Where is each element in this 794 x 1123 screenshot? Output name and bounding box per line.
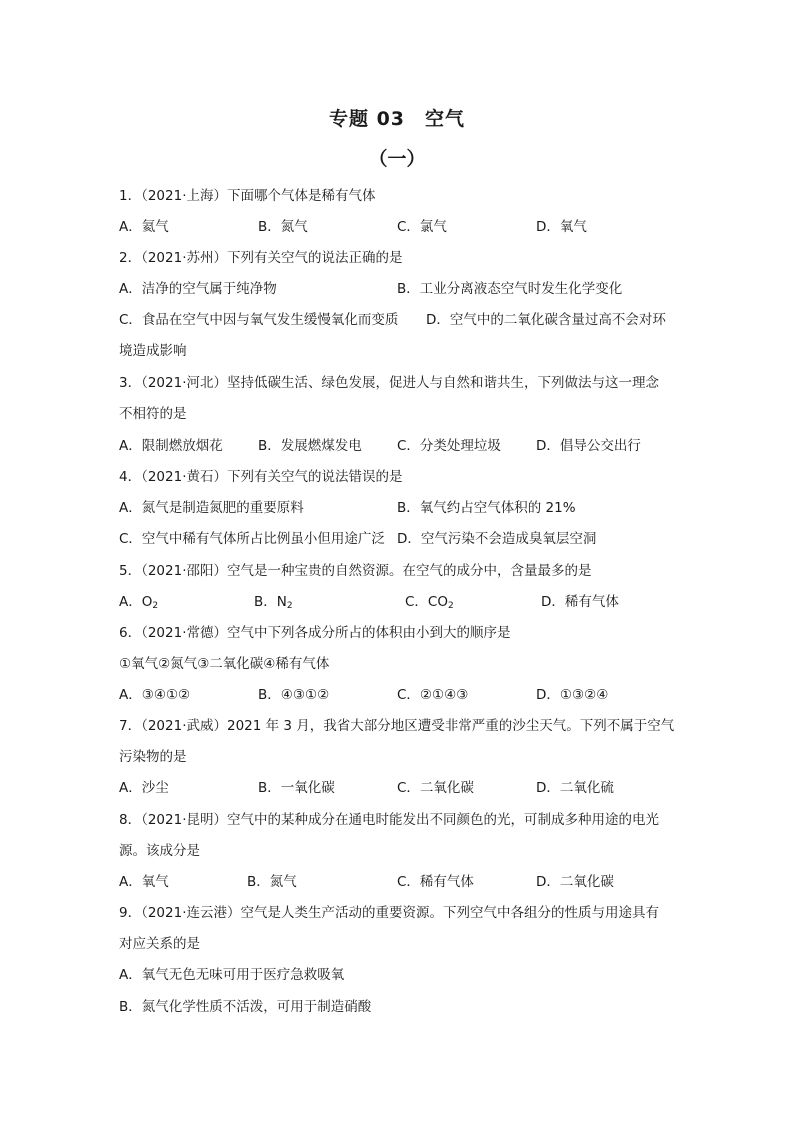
question-7-stem: 7．（2021·武威）2021 年 3 月，我省大部分地区遭受非常严重的沙尘天气。下列不属于空气 bbox=[119, 718, 675, 734]
question-1-option-b: B．氮气 bbox=[258, 219, 308, 235]
question-8-option-b: B．氮气 bbox=[247, 874, 297, 890]
question-8-option-a: A．氧气 bbox=[119, 874, 169, 890]
question-3-stem-continued: 不相符的是 bbox=[119, 406, 187, 422]
question-5-option-c: C．$CO_2$ bbox=[405, 594, 454, 611]
question-8-stem: 8．（2021·昆明）空气中的某种成分在通电时能发出不同颜色的光，可制成多种用途的电光 bbox=[119, 812, 659, 828]
question-1-option-a: A．氦气 bbox=[119, 219, 169, 235]
question-4-option-d: D．空气污染不会造成臭氧层空洞 bbox=[397, 531, 597, 547]
question-7-option-c: C．二氧化碳 bbox=[397, 780, 474, 796]
question-5-option-d: D．稀有气体 bbox=[541, 594, 619, 610]
question-9-option-b: B．氮气化学性质不活泼，可用于制造硝酸 bbox=[119, 999, 372, 1015]
question-1-option-d: D．氧气 bbox=[536, 219, 587, 235]
question-6-option-a: A．③④①② bbox=[119, 687, 191, 703]
question-9-stem-continued: 对应关系的是 bbox=[119, 936, 200, 952]
question-7-stem-continued: 污染物的是 bbox=[119, 749, 187, 765]
question-5-stem: 5．（2021·邵阳）空气是一种宝贵的自然资源。在空气的成分中，含量最多的是 bbox=[119, 563, 592, 579]
question-5-option-a: A．$O_2$ bbox=[119, 594, 159, 611]
question-1-stem: 1．（2021·上海）下面哪个气体是稀有气体 bbox=[119, 188, 376, 204]
question-6-stem: 6．（2021·常德）空气中下列各成分所占的体积由小到大的顺序是 bbox=[119, 625, 511, 641]
question-2-option-b: B．工业分离液态空气时发生化学变化 bbox=[397, 281, 623, 297]
question-7-option-d: D．二氧化硫 bbox=[536, 780, 614, 796]
question-7-option-b: B．一氧化碳 bbox=[258, 780, 335, 796]
question-7-option-a: A．沙尘 bbox=[119, 780, 169, 796]
question-3-option-c: C．分类处理垃圾 bbox=[397, 438, 501, 454]
question-3-option-a: A．限制燃放烟花 bbox=[119, 438, 223, 454]
question-1-option-c: C．氯气 bbox=[397, 219, 447, 235]
question-3-option-d: D．倡导公交出行 bbox=[536, 438, 641, 454]
question-6-option-c: C．②①④③ bbox=[397, 687, 469, 703]
question-8-stem-continued: 源。该成分是 bbox=[119, 843, 200, 859]
question-2-option-d-continued: 境造成影响 bbox=[119, 343, 187, 359]
question-6-option-d: D．①③②④ bbox=[536, 687, 609, 703]
question-9-stem: 9．（2021·连云港）空气是人类生产活动的重要资源。下列空气中各组分的性质与用途具有 bbox=[119, 905, 659, 921]
question-4-option-b: B．氧气约占空气体积的 21% bbox=[397, 500, 576, 516]
question-4-option-c: C．空气中稀有气体所占比例虽小但用途广泛 bbox=[119, 531, 385, 547]
question-4-stem: 4．（2021·黄石）下列有关空气的说法错误的是 bbox=[119, 469, 403, 485]
question-2-option-d: D．空气中的二氧化碳含量过高不会对环 bbox=[426, 312, 666, 328]
section-subtitle: （一） bbox=[368, 148, 426, 170]
question-8-option-d: D．二氧化碳 bbox=[536, 874, 614, 890]
question-9-option-a: A．氧气无色无味可用于医疗急救吸氧 bbox=[119, 967, 345, 983]
question-2-option-a: A．洁净的空气属于纯净物 bbox=[119, 281, 277, 297]
question-2-option-c: C．食品在空气中因与氧气发生缓慢氧化而变质 bbox=[119, 312, 399, 328]
question-5-option-b: B．$N_2$ bbox=[254, 594, 293, 611]
question-8-option-c: C．稀有气体 bbox=[397, 874, 474, 890]
question-6-option-b: B．④③①② bbox=[258, 687, 330, 703]
question-4-option-a: A．氮气是制造氮肥的重要原料 bbox=[119, 500, 304, 516]
question-3-stem: 3．（2021·河北）坚持低碳生活、绿色发展，促进人与自然和谐共生，下列做法与这一理念 bbox=[119, 375, 659, 391]
question-6-items: ①氧气②氮气③二氧化碳④稀有气体 bbox=[119, 656, 330, 672]
question-3-option-b: B．发展燃煤发电 bbox=[258, 438, 362, 454]
page-title: 专题 03 空气 bbox=[328, 108, 466, 130]
question-2-stem: 2．（2021·苏州）下列有关空气的说法正确的是 bbox=[119, 250, 403, 266]
